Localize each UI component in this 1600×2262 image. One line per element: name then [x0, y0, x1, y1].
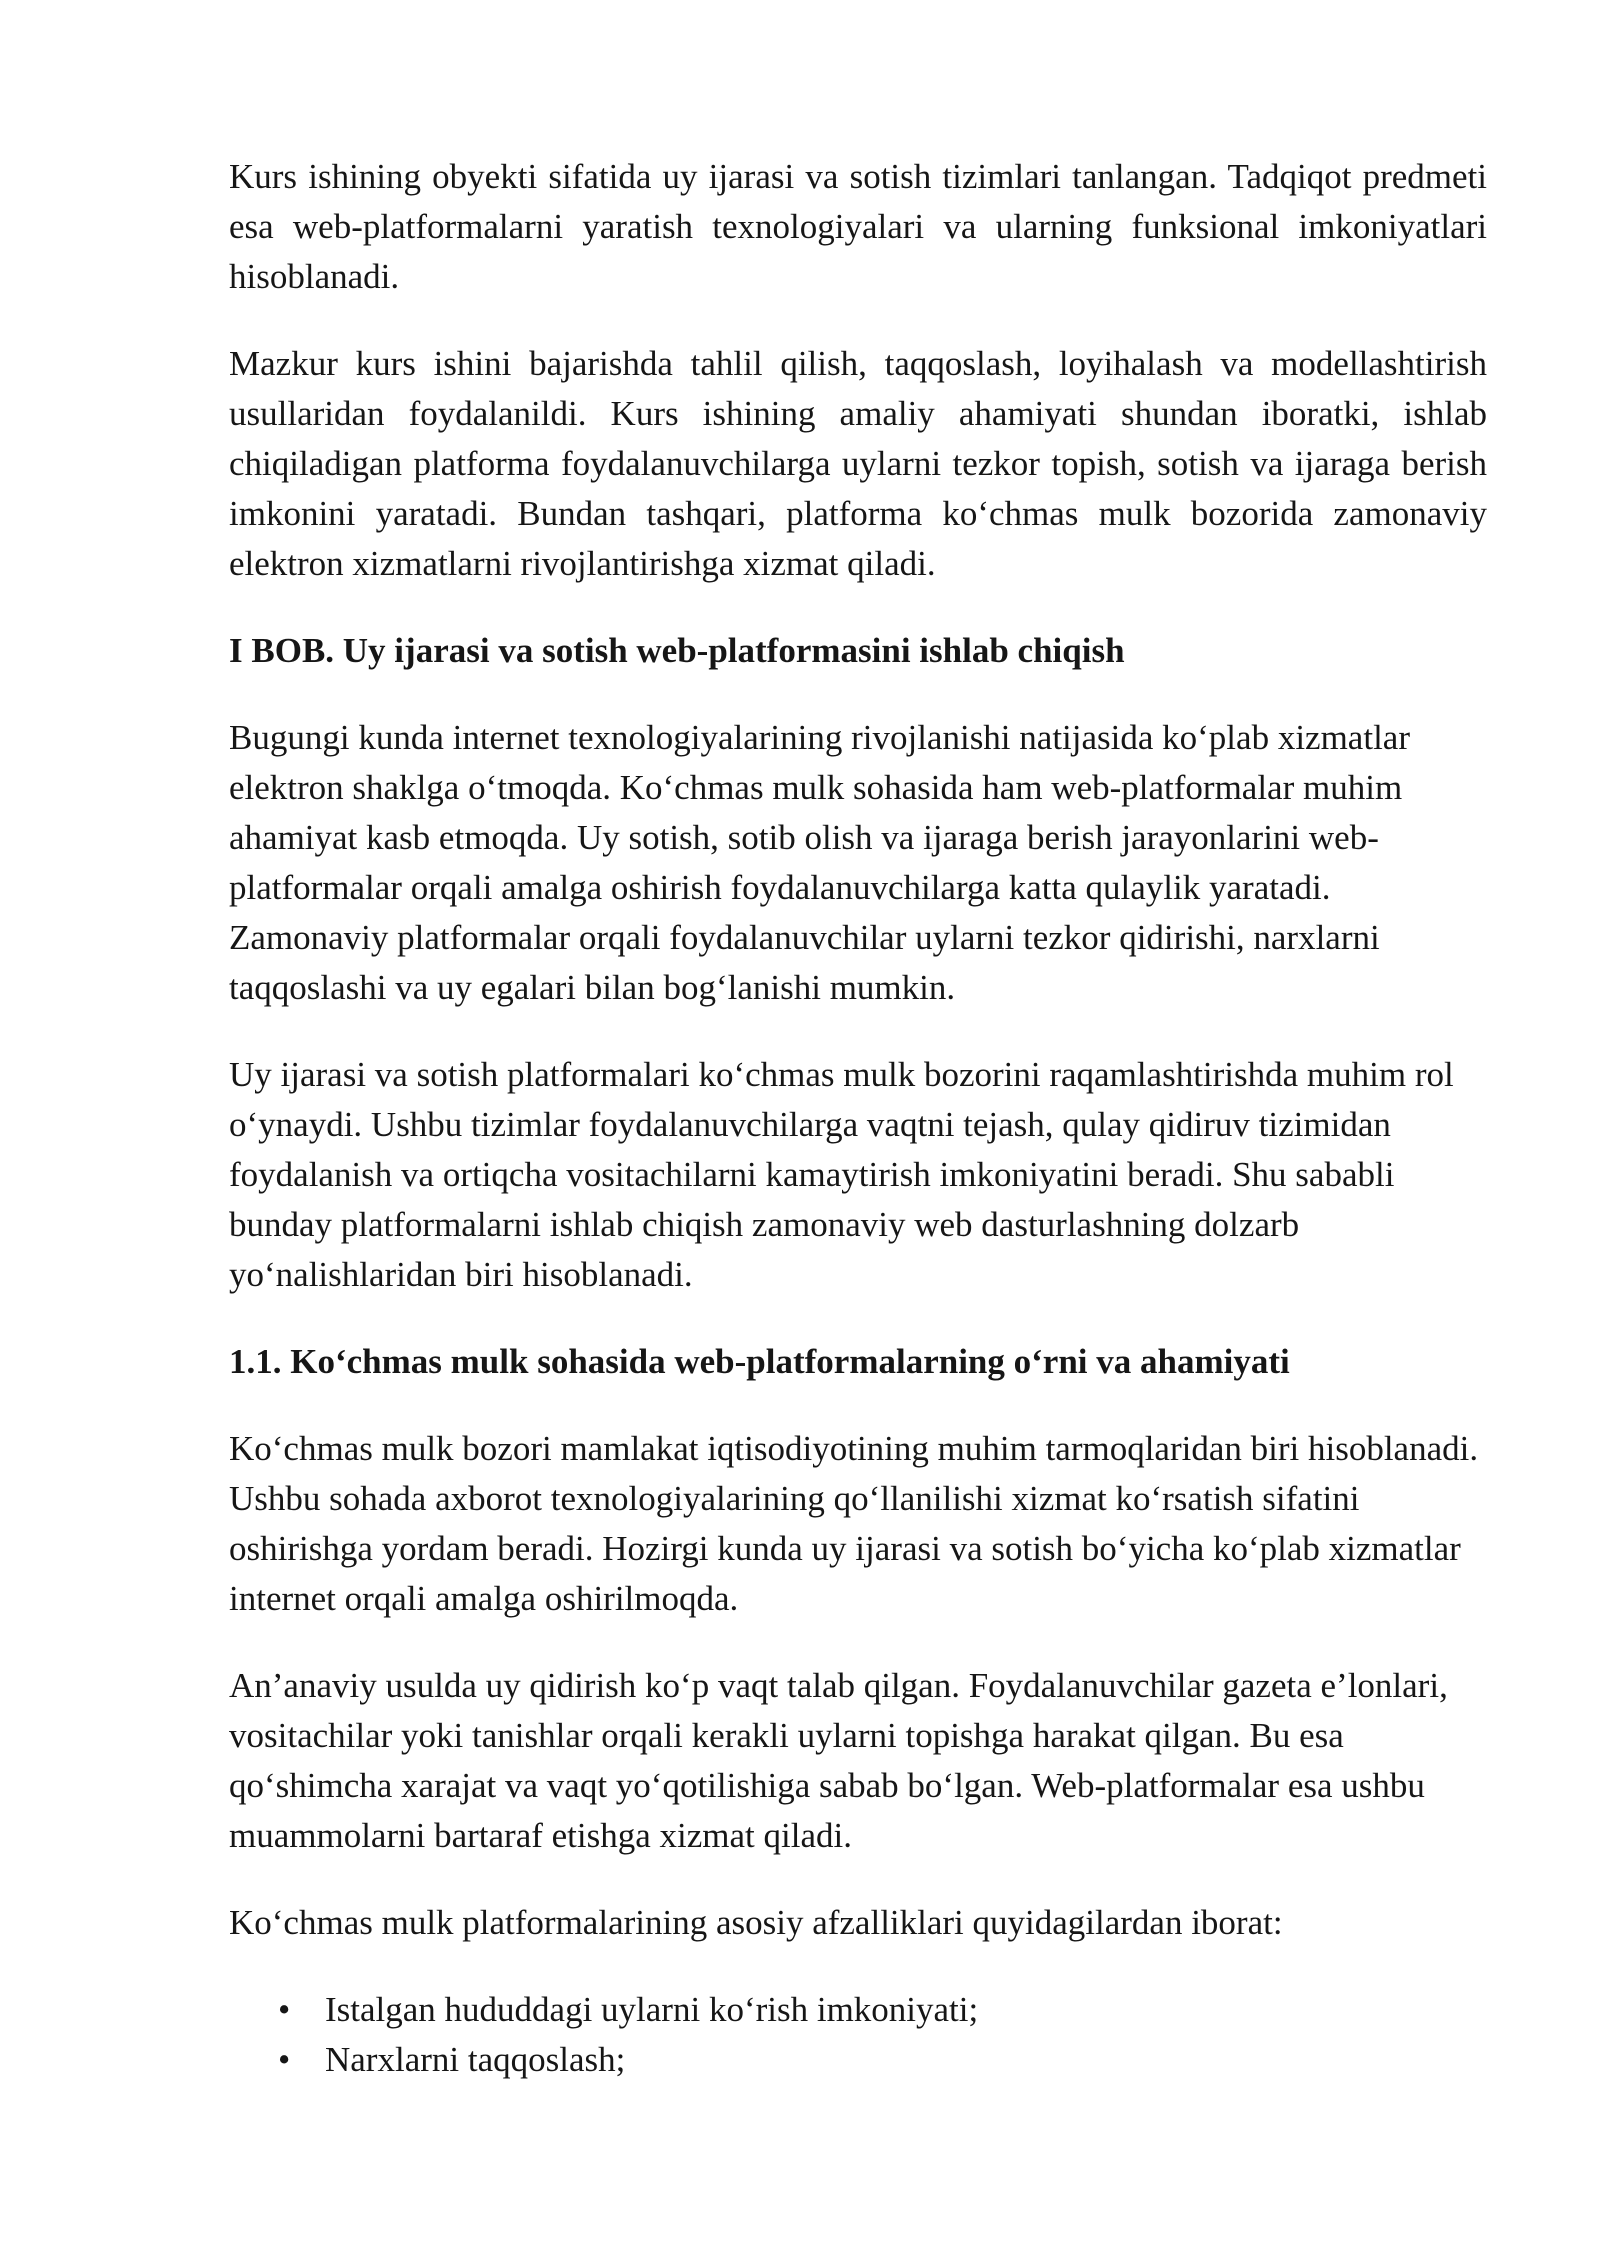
paragraph-intro: Bugungi kunda internet texnologiyalarining rivojlanishi natijasida ko‘plab xizmatlar elektron shaklga o‘tmoqda. Ko‘chmas mulk sohasida ham web-platformalar muhim ahamiyat kasb etmoqda. Uy sotish, sotib olish va ijaraga berish jarayonlarini web-platformalar orqali amalga oshirish foydalanuvchilarga katta qulaylik yaratadi. Zamonaviy platformalar orqali foydalanuvchilar uylarni tezkor qidirishi, narxlarni taqqoslashi va uy egalari bilan bog‘lanishi mumkin. [229, 718, 1410, 1007]
list-item-text: Istalgan hududdagi uylarni ko‘rish imkoniyati; [325, 1990, 979, 2029]
bullet-icon: • [278, 1990, 291, 2029]
list-item [229, 1985, 1487, 2035]
list-item-text: Narxlarni taqqoslash; [325, 2040, 626, 2079]
paragraph-object-subject: Kurs ishining obyekti sifatida uy ijarasi va sotish tizimlari tanlangan. Tadqiqot predmeti esa web-platformalarni yaratish texnologiyalari va ularning funksional imkoniyatlari hisoblanadi. [229, 157, 1487, 296]
paragraph-real-estate-market: Ko‘chmas mulk bozori mamlakat iqtisodiyotining muhim tarmoqlaridan biri hisoblanadi. Ushbu sohada axborot texnologiyalarining qo‘llanilishi xizmat ko‘rsatish sifatini oshirishga yordam beradi. Hozirgi kunda uy ijarasi va sotish bo‘yicha ko‘plab xizmatlar internet orqali amalga oshirilmoqda. [229, 1429, 1479, 1618]
advantages-list [229, 1985, 1487, 2085]
paragraph-traditional-search: An’anaviy usulda uy qidirish ko‘p vaqt talab qilgan. Foydalanuvchilar gazeta e’lonlari, vositachilar yoki tanishlar orqali kerakli uylarni topishga harakat qilgan. Bu esa qo‘shimcha xarajat va vaqt yo‘qotilishiga sabab bo‘lgan. Web-platformalar esa ushbu muammolarni bartaraf etishga xizmat qiladi. [229, 1666, 1448, 1855]
list-item [229, 2035, 1487, 2085]
paragraph-methods: Mazkur kurs ishini bajarishda tahlil qilish, taqqoslash, loyihalash va modellashtirish usullaridan foydalanildi. Kurs ishining amaliy ahamiyati shundan iboratki, ishlab chiqiladigan platforma foydalanuvchilarga uylarni tezkor topish, sotish va ijaraga berish imkonini yaratadi. Bundan tashqari, platforma ko‘chmas mulk bozorida zamonaviy elektron xizmatlarni rivojlantirishga xizmat qiladi. [229, 344, 1487, 583]
bullet-icon: • [278, 2040, 291, 2079]
paragraph-digitization: Uy ijarasi va sotish platformalari ko‘chmas mulk bozorini raqamlashtirishda muhim rol o‘ynaydi. Ushbu tizimlar foydalanuvchilarga vaqtni tejash, qulay qidiruv tizimidan foydalanish va ortiqcha vositachilarni kamaytirish imkoniyatini beradi. Shu sababli bunday platformalarni ishlab chiqish zamonaviy web dasturlashning dolzarb yo‘nalishlaridan biri hisoblanadi. [229, 1055, 1454, 1294]
chapter-heading: I BOB. Uy ijarasi va sotish web-platformasini ishlab chiqish [229, 631, 1125, 670]
document-body [229, 152, 1487, 2085]
section-heading: 1.1. Ko‘chmas mulk sohasida web-platformalarning o‘rni va ahamiyati [229, 1342, 1290, 1381]
paragraph-advantages-intro: Ko‘chmas mulk platformalarining asosiy afzalliklari quyidagilardan iborat: [229, 1903, 1283, 1942]
